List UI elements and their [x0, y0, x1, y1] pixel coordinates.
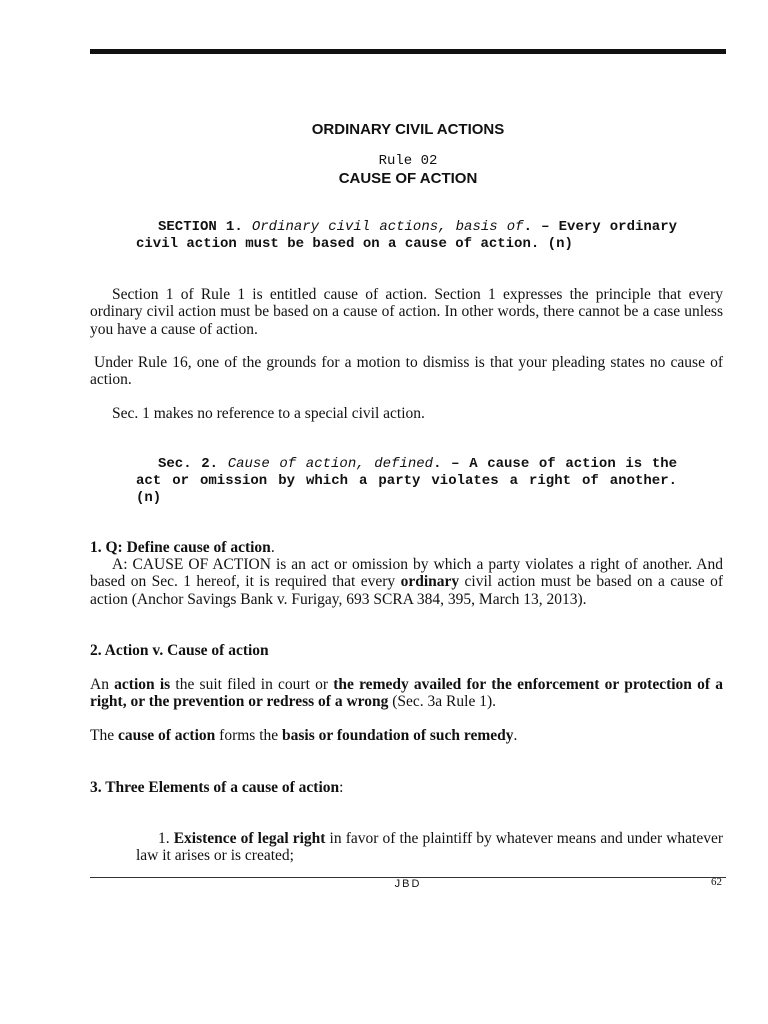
q1-answer-part-b: civil action must be based on a cause of action (Anchor Savings Bank v. Furigay, 693 SCRA 384, 395, March 13, 2013). — [90, 573, 723, 608]
q2-line2-e: . — [513, 727, 518, 744]
header-rule — [90, 49, 726, 54]
q2-text-e: (Sec. 3a Rule 1). — [392, 693, 496, 711]
q1-heading-text: 1. Q: Define cause of action — [90, 539, 271, 556]
q2-heading: 2. Action v. Cause of action — [90, 642, 269, 659]
section-2-label: Sec. 2. — [158, 456, 219, 472]
section-1-provision — [136, 219, 677, 253]
section-1-dash: . – — [523, 219, 550, 235]
q3-heading-text: 3. Three Elements of a cause of action — [90, 779, 340, 796]
section-1-label: SECTION 1. — [158, 219, 243, 235]
page-title: ORDINARY CIVIL ACTIONS — [311, 121, 505, 138]
q1-heading-end: . — [270, 539, 275, 556]
q1-answer-part-a: A: CAUSE OF ACTION is an act or omission by which a party violates a right of another. And based on Sec. 1 hereof, it is required that every — [90, 556, 723, 591]
q1-answer — [90, 556, 723, 608]
q2-cause-basis — [90, 727, 723, 744]
section-2-caption: Cause of action, defined — [227, 456, 434, 472]
q3-item1-text: in favor of the plaintiff by whatever means and under whatever law it arises or is created; — [136, 830, 724, 865]
q2-text-c: the suit filed in court or — [175, 676, 328, 693]
section-2-provision — [136, 456, 677, 506]
q2-text-b: action is — [114, 676, 171, 693]
paragraph-rule-1-explanation: Section 1 of Rule 1 is entitled cause of action. Section 1 expresses the principle that every ordinary civil action must be based on a cause of action. In other words, there cannot be a case unless you have a cause of action. — [90, 286, 723, 338]
q3-heading — [90, 779, 723, 796]
paragraph-rule-16: Under Rule 16, one of the grounds for a motion to dismiss is that your pleading states no cause of action. — [90, 354, 723, 389]
section-2-dash: . – — [433, 456, 460, 472]
q2-action-definition — [90, 676, 723, 711]
paragraph-special-civil-action: Sec. 1 makes no reference to a special civil action. — [112, 405, 425, 422]
q3-heading-end: : — [339, 779, 344, 796]
q3-element-1 — [136, 830, 723, 865]
q2-line2-d: basis or foundation of such remedy — [282, 727, 514, 744]
section-2-text: A cause of action is the act or omission by which a party violates a right of another. (n) — [136, 456, 678, 506]
q1-heading — [90, 539, 723, 556]
q1-answer-bold: ordinary — [400, 573, 460, 591]
rule-name: CAUSE OF ACTION — [338, 170, 478, 187]
q2-text-a: An — [90, 676, 109, 693]
q2-text-d: the remedy availed for the enforcement or protection of a right, or the prevention or redress of a wrong — [90, 676, 724, 711]
q2-line2-b: cause of action — [117, 727, 216, 744]
q3-item1-number: 1. — [158, 830, 170, 847]
q2-line2-c: forms the — [219, 727, 279, 744]
section-1-caption: Ordinary civil actions, basis of — [251, 219, 524, 235]
q3-item1-bold: Existence of legal right — [173, 830, 326, 847]
section-1-text: Every ordinary civil action must be based on a cause of action. (n) — [136, 219, 677, 252]
q2-line2-a: The — [90, 727, 115, 744]
footer-initials: JBD — [394, 878, 422, 890]
rule-number: Rule 02 — [378, 153, 438, 169]
page-number: 62 — [711, 876, 722, 888]
